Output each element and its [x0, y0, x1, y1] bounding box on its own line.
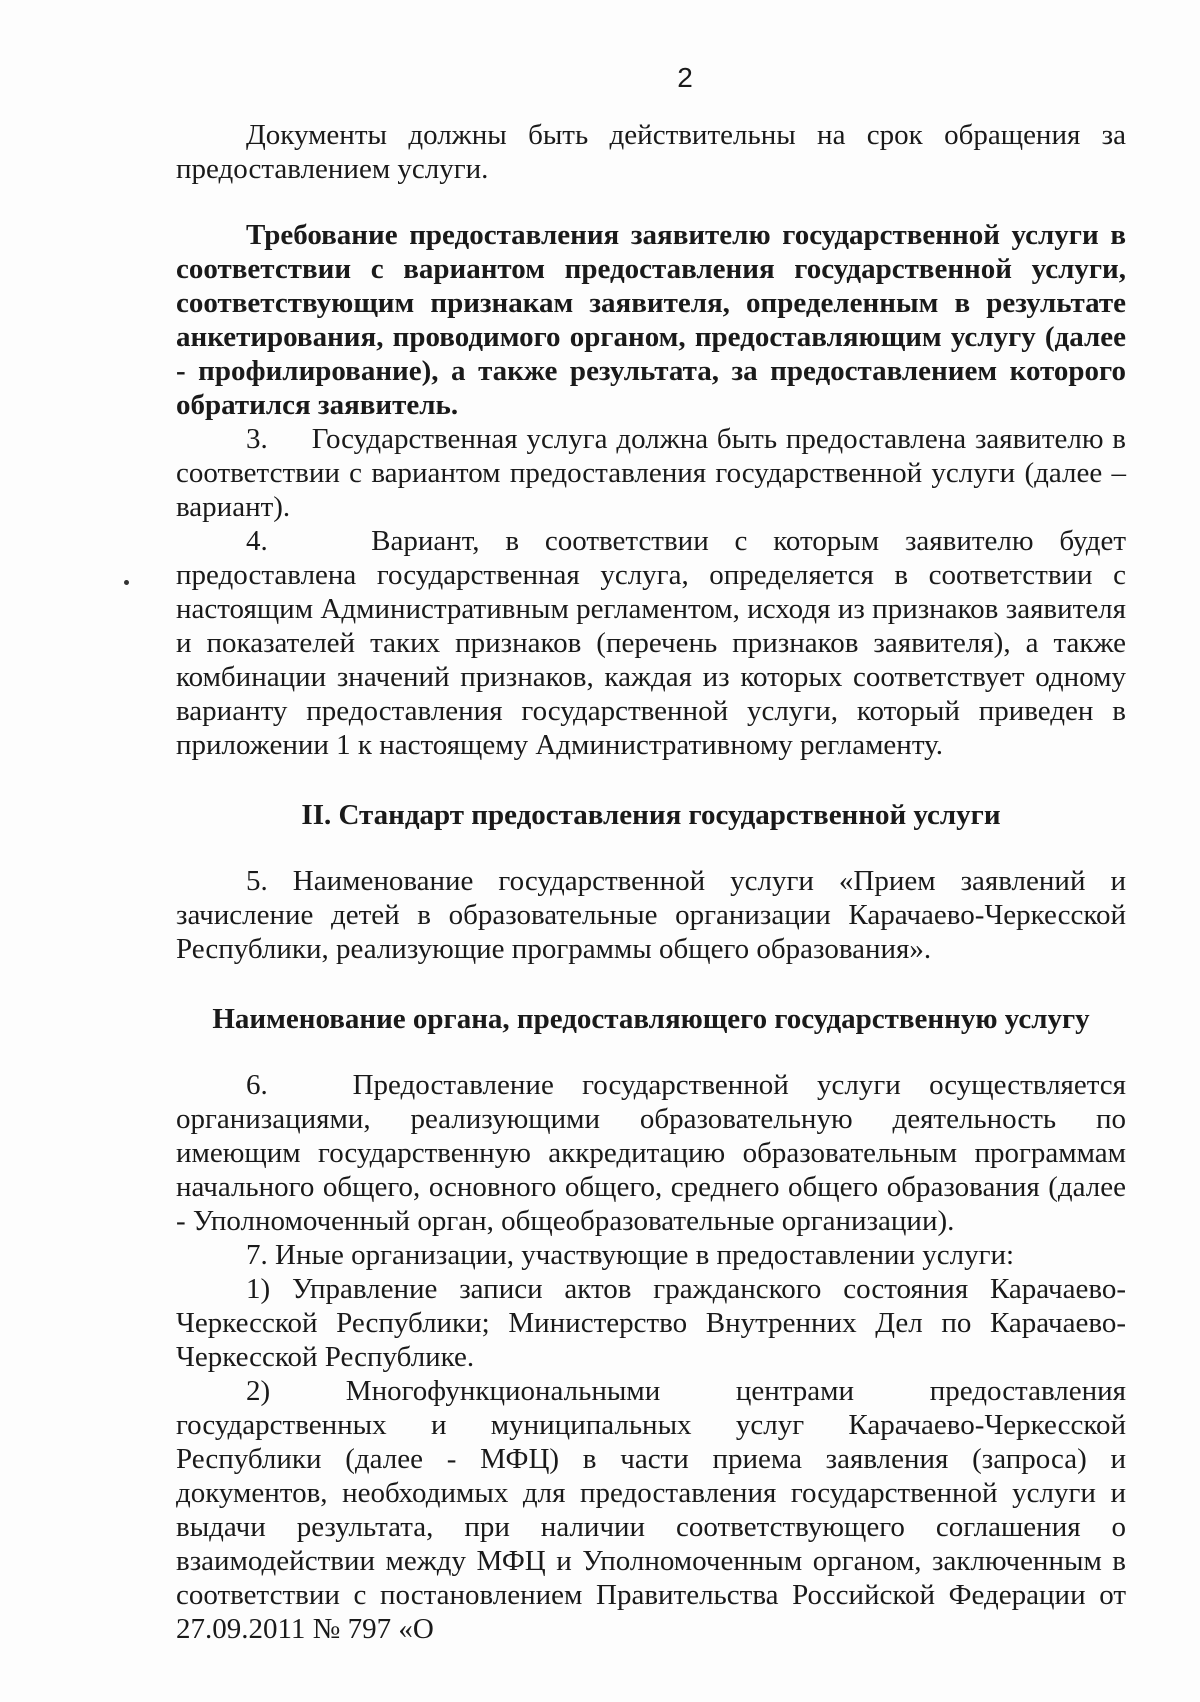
paragraph-6: 6. Предоставление государственной услуги осуществляется организациями, реализующими образовательную деятельность по имеющим государственную аккредитацию образовательным программам начального общего, основного общего, среднего общего образования (далее - Уполномоченный орган, общеобразовательные организации). — [176, 1069, 1126, 1237]
paragraph-documents-validity: Документы должны быть действительны на срок обращения за предоставлением услуги. — [176, 119, 1126, 185]
heading-organ: Наименование органа, предоставляющего государственную услугу — [212, 1003, 1090, 1035]
heading-requirement: Требование предоставления заявителю государственной услуги в соответствии с вариантом предоставления государственной услуги, соответствующим признакам заявителя, определенным в результате анкетирования, проводимого органом, предоставляющим услугу (далее - профилирование), а также результата, за предоставлением которого обратился заявитель. — [176, 219, 1126, 421]
paragraph-7-item-2: 2) Многофункциональными центрами предоставления государственных и муниципальных услуг Карачаево-Черкесской Республики (далее - МФЦ) в части приема заявления (запроса) и документов, необходимых для предоставления государственной услуги и выдачи результата, при наличии соответствующего соглашения о взаимодействии между МФЦ и Уполномоченным органом, заключенным в соответствии с постановлением Правительства Российской Федерации от 27.09.2011 № 797 «О — [176, 1375, 1126, 1645]
paragraph-7-item-1: 1) Управление записи актов гражданского состояния Карачаево-Черкесской Республики; Министерство Внутренних Дел по Карачаево-Черкесской Республике. — [176, 1273, 1126, 1373]
page-number: 2 — [677, 62, 693, 93]
document-body — [176, 118, 1126, 1646]
paragraph-3: 3. Государственная услуга должна быть предоставлена заявителю в соответствии с вариантом предоставления государственной услуги (далее – вариант). — [176, 423, 1126, 523]
margin-dot — [124, 580, 129, 585]
paragraph-5: 5. Наименование государственной услуги «Прием заявлений и зачисление детей в образовательные организации Карачаево-Черкесской Республики, реализующие программы общего образования». — [176, 865, 1126, 965]
paragraph-4: 4. Вариант, в соответствии с которым заявителю будет предоставлена государственная услуга, определяется в соответствии с настоящим Административным регламентом, исходя из признаков заявителя и показателей таких признаков (перечень признаков заявителя), а также комбинации значений признаков, каждая из которых соответствует одному варианту предоставления государственной услуги, который приведен в приложении 1 к настоящему Административному регламенту. — [176, 525, 1126, 761]
section-2-heading: II. Стандарт предоставления государственной услуги — [301, 799, 1001, 831]
paragraph-7: 7. Иные организации, участвующие в предоставлении услуги: — [246, 1239, 1015, 1271]
